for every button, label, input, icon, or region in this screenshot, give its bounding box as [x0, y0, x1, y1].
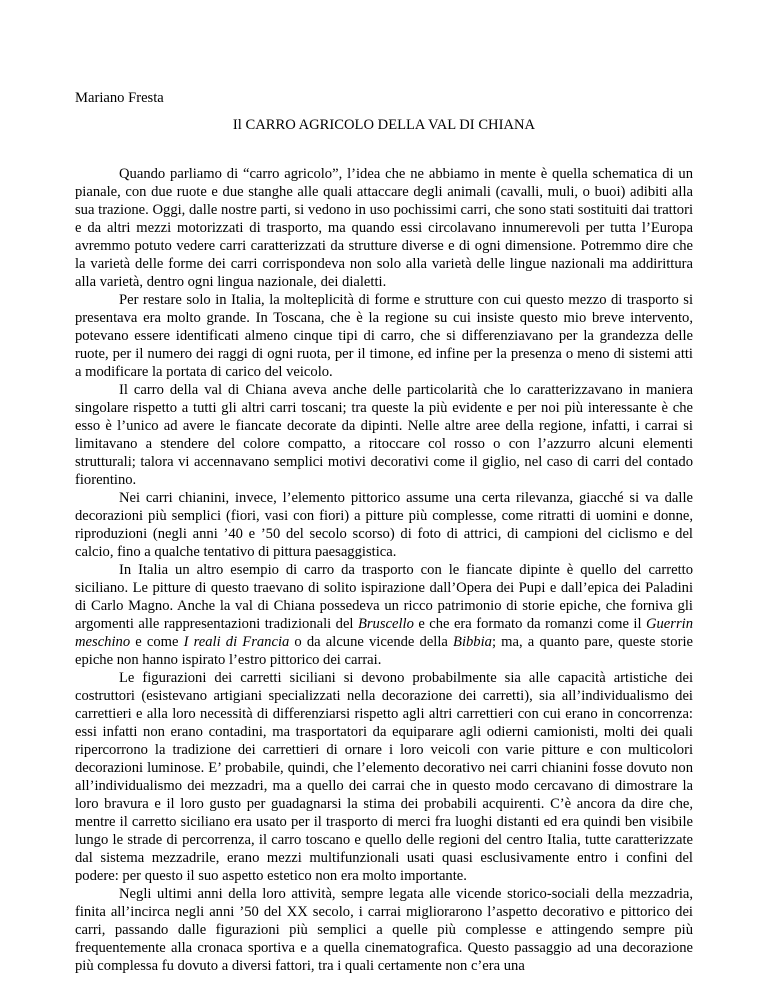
body-paragraph	[75, 669, 693, 885]
body-paragraph	[75, 489, 693, 561]
body-paragraph	[75, 291, 693, 381]
document-body	[75, 165, 693, 975]
paragraph-text: Il carro della val di Chiana aveva anche delle particolarità che lo caratterizzavano in maniera singolare rispetto a tutti gli altri carri toscani; tra queste la più evidente e per noi più interessante è che esso è l’unico ad avere le fiancate decorate da dipinti. Nelle altre aree della regione, infatti, i carrai si limitavano a stendere del colore compatto, a ritoccare col rosso o con l’azzurro alcuni elementi strutturali; talora vi accennavano semplici motivi decorativi come il giglio, nel caso di carri del contado fiorentino.	[75, 382, 693, 488]
paragraph-text: Quando parliamo di “carro agricolo”, l’idea che ne abbiamo in mente è quella schematica di un pianale, con due ruote e due stanghe alle quali attaccare degli animali (cavalli, muli, o buoi) adibiti alla sua trazione. Oggi, dalle nostre parti, si vedono in uso pochissimi carri, che sono stati sostituiti dai trattori e da altri mezzi motorizzati di trasporto, ma quando essi circolavano innumerevoli per tutta l’Europa avremmo potuto vedere carri caratterizzati da strutture diverse e di ogni dimensione. Potremmo dire che la varietà delle forme dei carri corrispondeva non solo alla varietà delle lingue nazionali ma addirittura alla varietà, dentro ogni lingua nazionale, dei dialetti.	[75, 166, 693, 290]
paragraph-text: In Italia un altro esempio di carro da trasporto con le fiancate dipinte è quello del carretto siciliano. Le pitture di questo traevano di solito ispirazione dall’Opera dei Pupi e dall’epica dei Paladini di Carlo Magno. Anche la val di Chiana possedeva un ricco patrimonio di storie epiche, che forniva gli argomenti alle rappresentazioni tradizionali del	[75, 562, 693, 632]
paragraph-text: e come	[130, 634, 184, 650]
italic-title-text: Guerrin meschino	[75, 616, 693, 650]
paragraph-text: Le figurazioni dei carretti siciliani si devono probabilmente sia alle capacità artistiche dei costruttori (esistevano artigiani specializzati nella decorazione dei carretti), sia all’individualismo dei carrettieri e alla loro necessità di differenziarsi rispetto agli altri carrettieri con cui erano in concorrenza: essi infatti non erano contadini, ma trasportatori da equiparare agli odierni camionisti, molti dei quali ripercorrono la tradizione dei carrettieri di ornare i loro veicoli con varie pitture e con multicolori decorazioni luminose. E’ probabile, quindi, che l’elemento decorativo nei carri chianini fosse dovuto non all’individualismo dei mezzadri, ma a quello dei carrai che in questo modo cercavano di dimostrare la loro bravura e il loro gusto per guadagnarsi la stima dei probabili acquirenti. C’è ancora da dire che, mentre il carretto siciliano era usato per il trasporto di merci fra luoghi distanti ed era quindi ben visibile lungo le strade di percorrenza, il carro toscano e quello delle regioni del centro Italia, tutte caratterizzate dal sistema mezzadrile, erano mezzi multifunzionali usati quasi esclusivamente entro i confini del podere: per questo il suo aspetto estetico non era molto importante.	[75, 670, 693, 884]
paragraph-text: ; ma, a quanto pare, queste storie epiche non hanno ispirato l’estro pittorico dei carrai.	[75, 634, 693, 668]
body-paragraph	[75, 885, 693, 975]
italic-title-text: Bruscello	[357, 616, 414, 632]
paragraph-text: Per restare solo in Italia, la molteplicità di forme e strutture con cui questo mezzo di trasporto si presentava era molto grande. In Toscana, che è la regione su cui insiste questo mio breve intervento, potevano essere identificati almeno cinque tipi di carro, che si differenziavano per la grandezza delle ruote, per il numero dei raggi di ogni ruota, per il timone, ed infine per la presenza o meno di sistemi atti a modificare la portata di carico del veicolo.	[75, 292, 693, 380]
author-name: Mariano Fresta	[75, 90, 164, 106]
paragraph-text: o da alcune vicende della	[289, 634, 454, 650]
italic-title-text: I reali di Francia	[183, 634, 290, 650]
body-paragraph	[75, 165, 693, 291]
body-paragraph	[75, 381, 693, 489]
document-title: Il CARRO AGRICOLO DELLA VAL DI CHIANA	[232, 117, 536, 133]
body-paragraph	[75, 561, 693, 669]
paragraph-text: Negli ultimi anni della loro attività, sempre legata alle vicende storico-sociali della mezzadria, finita all’incirca negli anni ’50 del XX secolo, i carrai migliorarono l’aspetto decorativo e pittorico dei carri, passando dalle figurazioni più semplici a quelle più complesse e attingendo sempre più frequentemente alla cronaca sportiva e a quella cinematografica. Questo passaggio ad una decorazione più complessa fu dovuto a diversi fattori, tra i quali certamente non c’era una	[75, 886, 693, 974]
italic-title-text: Bibbia	[453, 634, 492, 650]
paragraph-text: e che era formato da romanzi come il	[413, 616, 646, 632]
paragraph-text: Nei carri chianini, invece, l’elemento pittorico assume una certa rilevanza, giacché si va dalle decorazioni più semplici (fiori, vasi con fiori) a pitture più complesse, come ritratti di uomini e donne, riproduzioni (negli anni ’40 e ’50 del secolo scorso) di foto di attrici, di campioni del ciclismo e del calcio, fino a qualche tentativo di pittura paesaggistica.	[75, 490, 693, 560]
